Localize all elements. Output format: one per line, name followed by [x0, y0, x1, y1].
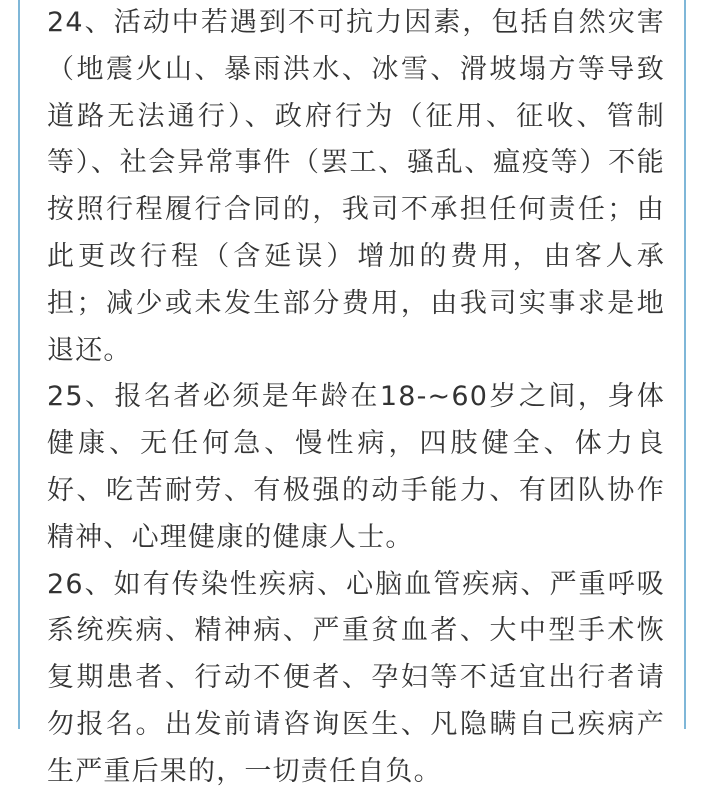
left-border-line [18, 0, 20, 729]
clause-25: 25、报名者必须是年龄在18-~60岁之间，身体健康、无任何急、慢性病，四肢健全、体力良好、吃苦耐劳、有极强的动手能力、有团队协作精神、心理健康的健康人士。 [47, 381, 665, 553]
clause-24: 24、活动中若遇到不可抗力因素，包括自然灾害（地震火山、暴雨洪水、冰雪、滑坡塌方等导致道路无法通行）、政府行为（征用、征收、管制等）、社会异常事件（罢工、骚乱、瘟疫等）不能按照行程履行合同的，我司不承担任何责任；由此更改行程（含延误）增加的费用，由客人承担；减少或未发生部分费用，由我司实事求是地退还。 [47, 7, 665, 366]
right-border-line [684, 0, 686, 729]
terms-content [47, 0, 665, 796]
clause-26: 26、如有传染性疾病、心脑血管疾病、严重呼吸系统疾病、精神病、严重贫血者、大中型手术恢复期患者、行动不便者、孕妇等不适宜出行者请勿报名。出发前请咨询医生、凡隐瞒自己疾病产生严重后果的，一切责任自负。 [47, 568, 665, 787]
